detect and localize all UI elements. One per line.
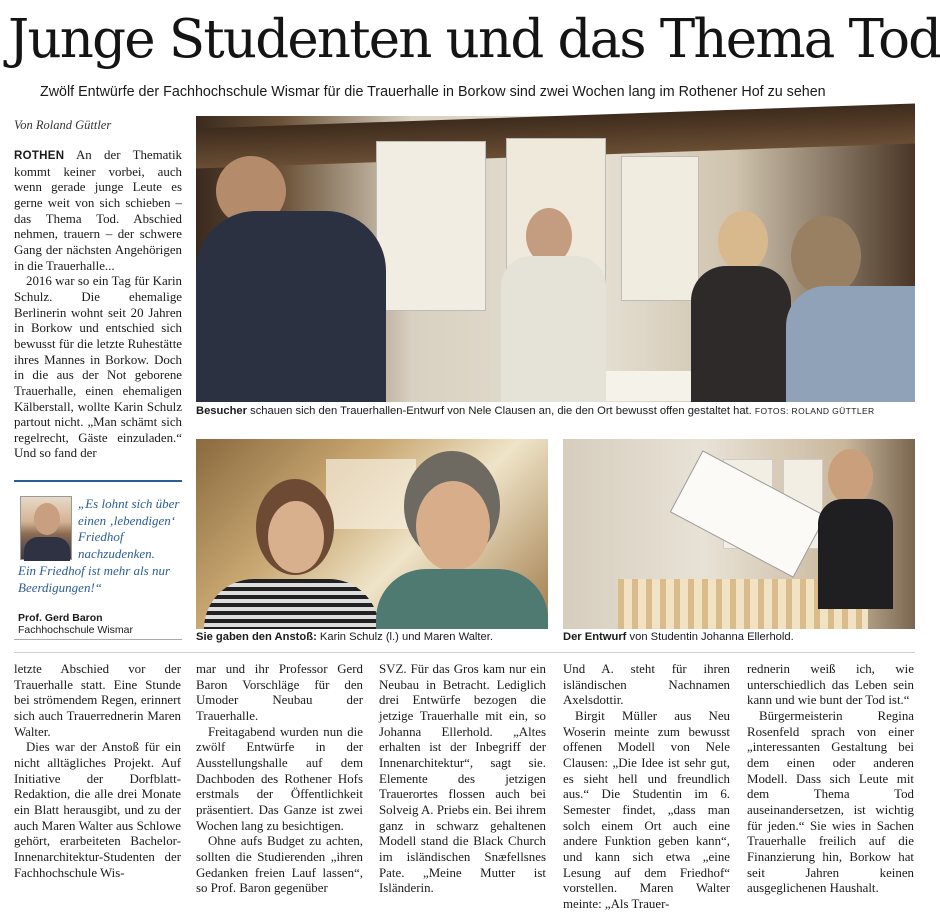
headline: Junge Studenten und das Thema Tod xyxy=(8,9,940,70)
right-caption-lead: Der Entwurf xyxy=(563,631,627,643)
byline: Von Roland Güttler xyxy=(14,118,112,132)
quote-text-1: „Es lohnt sich über einen ‚lebendigen‘ Friedhof nachzudenken. xyxy=(78,496,180,561)
right-caption-text: von Studentin Johanna Ellerhold. xyxy=(626,631,794,643)
column-paragraph: Und A. steht für ihren isländischen Nachnamen Axelsdottir. xyxy=(563,662,730,708)
quote-author-role: Fachhochschule Wismar xyxy=(18,624,133,636)
main-caption-lead: Besucher xyxy=(196,405,247,417)
column-paragraph: SVZ. Für das Gros kam nur ein Neubau in Betracht. Lediglich drei Entwürfe bezogen die jetzige Trauerhalle mit ein, so Johanna Ellerhold. „Altes erhalten ist der Inbegriff der Innenarchitektur“, sagt sie. Elemente des jetzigen Trauerortes flossen auch bei Solveig A. Priebs ein. Bei ihrem ganz in schwarz gehaltenen Modell stand die Black Church im isländischen Snæfellsnes Pate. „Meine Mutter ist Isländerin. xyxy=(379,662,546,896)
article-column-3 xyxy=(379,662,546,897)
quote-author-name: Prof. Gerd Baron xyxy=(18,612,103,624)
right-photo-caption xyxy=(563,631,794,643)
column-paragraph: mar und ihr Professor Gerd Baron Vorschläge für den Umoder Neubau der Trauerhalle. xyxy=(196,662,363,723)
column-paragraph: Birgit Müller aus Neu Woserin meinte zum bewusst offenen Modell von Nele Clausen: „Die Idee ist sehr gut, es sieht hell und freundlich aus.“ Die Studentin im 6. Semester findet, „dass man solch einem Ort auch eine andere Funktion geben kann“, und kann sich etwa „eine Lesung auf dem Friedhof“ vorstellen. Maren Walter meinte: „Als Trauer- xyxy=(563,708,730,911)
main-caption-text: schauen sich den Trauerhallen-Entwurf von Nele Clausen an, die den Ort bewusst offen gestaltet hat. xyxy=(247,405,752,417)
photo-credit: FOTOS: ROLAND GÜTTLER xyxy=(754,406,875,416)
column-paragraph: Dies war der Anstoß für ein nicht alltägliches Projekt. Auf Initiative der Dorfblatt-Redaktion, die alle drei Monate ein Blatt herausgibt, und zu der auch Maren Walter aus Schlowe gehört, erarbeiteten Bachelor-Innenarchitektur-Studenten der Fachhochschule Wis- xyxy=(14,740,181,880)
quote-author xyxy=(18,612,133,636)
left-photo xyxy=(196,439,548,629)
article-column-1 xyxy=(14,662,181,881)
left-caption-text: Karin Schulz (l.) und Maren Walter. xyxy=(316,631,493,643)
article-column-2 xyxy=(196,662,363,897)
column-paragraph: Ohne aufs Budget zu achten, sollten die Studierenden „ihren Gedanken freien Lauf lassen“, so Prof. Baron gegenüber xyxy=(196,834,363,896)
author-portrait xyxy=(20,496,72,560)
left-photo-caption xyxy=(196,631,493,643)
article-column-5 xyxy=(747,662,914,897)
column-paragraph: Freitagabend wurden nun die zwölf Entwürfe in der Ausstellungshalle auf dem Dachboden des Rothener Hofs erstmals der Öffentlichkeit präsentiert. Das Ganze ist zwei Wochen lang zu besichtigen. xyxy=(196,724,363,833)
subheadline: Zwölf Entwürfe der Fachhochschule Wismar für die Trauerhalle in Borkow sind zwei Wochen lang im Rothener Hof zu sehen xyxy=(40,84,826,100)
quote-box xyxy=(14,480,182,640)
main-photo-caption xyxy=(196,405,875,417)
left-paragraph-2: 2016 war so ein Tag für Karin Schulz. Die ehemalige Berlinerin wohnt seit 20 Jahren in Borkow und entschied sich bewusst für die letzte Ruhestätte ihres Mannes in Borkow. Doch in die aus der Not geborene Trauerhalle, einen ehemaligen Kälberstall, wollte Karin Schulz partout nicht. „Man schämt sich regelrecht, Gäste einzuladen.“ Und so fand der xyxy=(14,274,182,461)
left-paragraph-1: An der Thematik kommt keiner vorbei, auch wenn gerade junge Leute es gerne weit von sich schieben – das Thema Tod. Abschied nehmen, trauern – der schwere Gang der nächsten Angehörigen in die Trauerhalle... xyxy=(14,148,183,273)
left-column xyxy=(14,148,182,462)
column-paragraph: letzte Abschied vor der Trauerhalle statt. Eine Stunde bei strömendem Regen, erinnert sich auch Trauerrednerin Maren Walter. xyxy=(14,662,181,739)
column-paragraph: Bürgermeisterin Regina Rosenfeld sprach von einer „interessanten Gestaltung bei dem einen oder anderen Modell. Dass sich Leute mit dem Thema Tod auseinandersetzen, ist wichtig für jeden.“ Sie wies in Sachen Trauerhalle freilich auf die Finanzierung hin, Borkow hat seit Jahren keinen ausgeglichenen Haushalt. xyxy=(747,708,914,896)
right-photo xyxy=(563,439,915,629)
main-photo xyxy=(196,116,915,402)
section-divider xyxy=(14,652,915,653)
column-paragraph: rednerin weiß ich, wie unterschiedlich das Leben sein kann und wie bunt der Tod ist.“ xyxy=(747,662,914,708)
quote-text-2: Ein Friedhof ist mehr als nur Beerdigungen!“ xyxy=(18,563,171,595)
article-column-4 xyxy=(563,662,730,913)
left-caption-lead: Sie gaben den Anstoß: xyxy=(196,631,317,643)
dateline: ROTHEN xyxy=(14,150,65,162)
